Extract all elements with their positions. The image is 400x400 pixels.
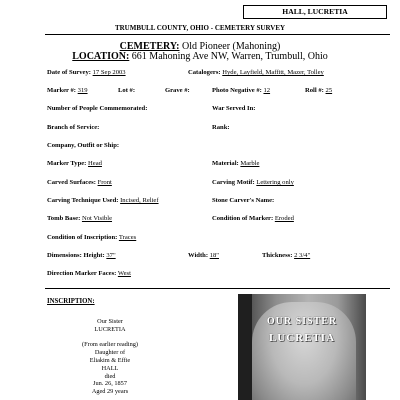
catalogers-field: Catalogers: Hyde, Layfield, Maffitt, Mazer, Tolley bbox=[188, 69, 324, 76]
height-field: Dimensions: Height: 37" bbox=[47, 252, 116, 259]
branch-field: Branch of Service: bbox=[47, 124, 100, 131]
location-value: 661 Mahoning Ave NW, Warren, Trumbull, Ohio bbox=[131, 51, 328, 62]
tomb-base-field: Tomb Base: Not Visible bbox=[47, 215, 113, 222]
lot-field: Lot #: bbox=[118, 87, 136, 94]
inscription-line: Daughter of bbox=[94, 349, 126, 357]
inscription-line: died bbox=[104, 372, 116, 380]
stone-carver-field: Stone Carver's Name: bbox=[212, 197, 275, 204]
engraving-line-1: OUR SISTER bbox=[266, 316, 338, 327]
marker-condition-field: Condition of Marker: Eroded bbox=[212, 215, 294, 222]
inscription-line: LUCRETIA bbox=[94, 325, 126, 333]
cemetery-label: CEMETERY: bbox=[119, 41, 180, 52]
inscription-title: INSCRIPTION: bbox=[47, 298, 95, 305]
carving-technique-field: Carving Technique Used: Incised, Relief bbox=[47, 197, 159, 204]
date-value: 17 Sep 2003 bbox=[92, 69, 126, 76]
inscription-line: (From earlier reading) bbox=[82, 341, 138, 349]
war-field: War Served In: bbox=[212, 105, 256, 112]
inscription-line: Eliakim & Effie bbox=[89, 356, 131, 364]
date-field: Date of Survey: 17 Sep 2003 bbox=[47, 69, 126, 76]
inscription-line: Our Sister bbox=[97, 318, 123, 325]
roll-field: Roll #: 25 bbox=[305, 87, 333, 94]
photo-shadow bbox=[238, 294, 252, 400]
carved-surfaces-field: Carved Surfaces: Front bbox=[47, 179, 112, 186]
grave-field: Grave #: bbox=[165, 87, 190, 94]
material-field: Material: Marble bbox=[212, 160, 260, 167]
location-label: LOCATION: bbox=[72, 51, 130, 62]
marker-field: Marker #: 319 bbox=[47, 87, 88, 94]
inscription-line: Aged 29 years bbox=[91, 388, 129, 396]
marker-type-field: Marker Type: Head bbox=[47, 160, 102, 167]
cemetery-value: Old Pioneer (Mahoning) bbox=[182, 41, 281, 52]
inscription-text bbox=[55, 318, 165, 396]
direction-field: Direction Marker Faces: West bbox=[47, 270, 131, 277]
location-line bbox=[0, 51, 400, 62]
record-name-box: HALL, LUCRETIA bbox=[243, 5, 387, 19]
inscription-line bbox=[55, 334, 165, 342]
inscription-line: Jun. 26, 1857 bbox=[93, 380, 127, 388]
company-field: Company, Outfit or Ship: bbox=[47, 142, 120, 149]
people-commemorated-field: Number of People Commemorated: bbox=[47, 105, 148, 112]
width-field: Width: 18" bbox=[188, 252, 219, 259]
thickness-field: Thickness: 2 3/4" bbox=[262, 252, 311, 259]
photo-negative-field: Photo Negative #: 12 bbox=[212, 87, 271, 94]
carving-motif-field: Carving Motif: Lettering only bbox=[212, 179, 294, 186]
survey-title: TRUMBULL COUNTY, OHIO - CEMETERY SURVEY bbox=[114, 24, 286, 32]
section-rule bbox=[45, 288, 390, 289]
inscription-condition-field: Condition of Inscription: Traces bbox=[47, 234, 137, 241]
rank-field: Rank: bbox=[212, 124, 230, 131]
catalogers-value: Hyde, Layfield, Maffitt, Mazer, Tolley bbox=[222, 69, 324, 76]
inscription-line: HALL bbox=[101, 364, 119, 372]
headstone-photo bbox=[238, 294, 366, 400]
title-rule bbox=[45, 34, 390, 35]
engraving-line-2: LUCRETIA bbox=[268, 332, 336, 344]
